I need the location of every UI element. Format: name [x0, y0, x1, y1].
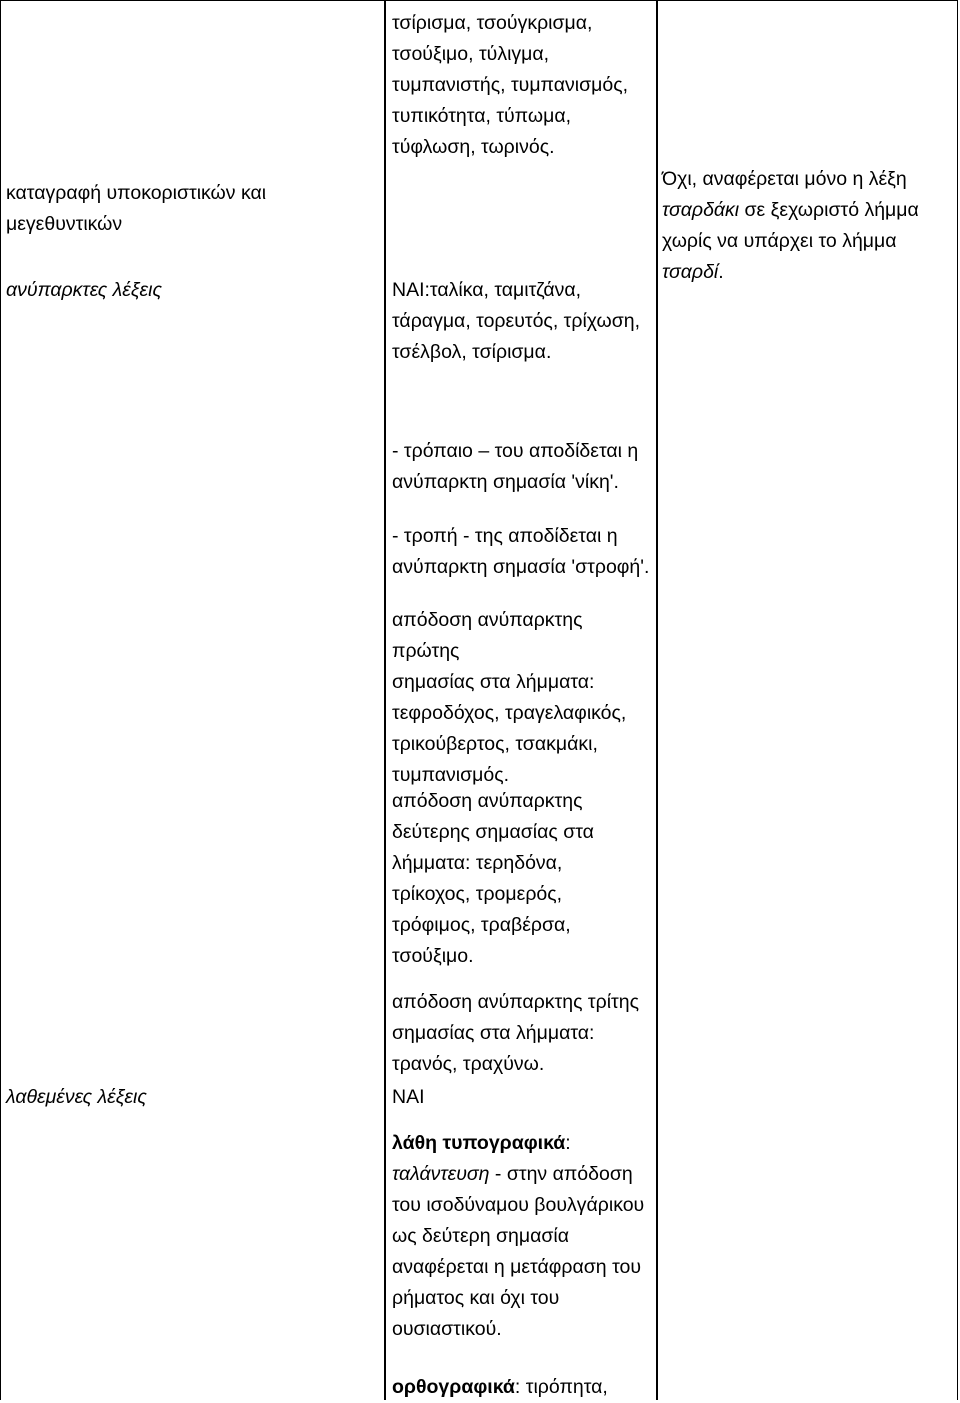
text-line: [662, 195, 954, 226]
text-line: [662, 257, 954, 288]
list-item: τσούξιμο, τύλιγμα,: [392, 43, 550, 65]
text-line: τσούξιμο.: [392, 945, 474, 967]
text-line: λήμματα: τερηδόνα,: [392, 852, 563, 874]
wrong-entry-4: [392, 786, 654, 972]
text-line: αναφέρεται η μετάφραση του: [392, 1256, 642, 1278]
text-line: - τρόπαιο – του αποδίδεται η: [392, 440, 639, 462]
text-line: σημασίας στα λήμματα:: [392, 671, 595, 693]
typo-rest-first: - στην απόδοση: [489, 1163, 633, 1185]
wrong-entry-1: [392, 436, 654, 498]
text-line: [392, 1128, 654, 1159]
text-line: δεύτερης σημασίας στα: [392, 821, 594, 843]
text-line: τάραγμα, τορευτός, τρίχωση,: [392, 310, 641, 332]
text-line: ΝΑΙ:ταλίκα, ταμιτζάνα,: [392, 279, 582, 301]
orthographic-errors: [392, 1372, 654, 1403]
text-segment: .: [718, 261, 724, 283]
text-line: τρικούβερτος, τσακμάκι,: [392, 733, 598, 755]
text-line: [392, 1159, 654, 1190]
text-line: ανύπαρκτη σημασία 'νίκη'.: [392, 471, 619, 493]
typo-label: λάθη τυπογραφικά: [392, 1132, 566, 1154]
text-line: χωρίς να υπάρχει το λήμμα: [662, 230, 897, 252]
wrong-entry-2: [392, 521, 654, 583]
list-item: τσίρισμα, τσούγκρισμα,: [392, 12, 593, 34]
text-line: τρανός, τραχύνω.: [392, 1053, 545, 1075]
top-list: [392, 8, 654, 163]
typo-colon: :: [565, 1132, 571, 1154]
tsardaki-note: [662, 164, 954, 288]
text-line: τρόφιμος, τραβέρσα,: [392, 914, 571, 936]
list-item: τυπικότητα, τύπωμα,: [392, 105, 572, 127]
text-line: ως δεύτερη σημασία: [392, 1225, 570, 1247]
wrong-entry-5: [392, 987, 654, 1113]
column-divider-1: [384, 0, 386, 1400]
ortho-label: ορθογραφικά: [392, 1376, 515, 1398]
column-divider-2: [656, 0, 658, 1400]
text-line: τσέλβολ, τσίρισμα.: [392, 341, 552, 363]
text-line: απόδοση ανύπαρκτης: [392, 790, 583, 812]
list-item: τύφλωση, τωρινός.: [392, 136, 555, 158]
yes-label: ΝΑΙ: [392, 1086, 425, 1108]
word-tsardi: τσαρδί: [662, 261, 719, 283]
text-segment: σε ξεχωριστό λήμμα: [739, 199, 919, 221]
word-tsardaki: τσαρδάκι: [662, 199, 740, 221]
list-item: τυμπανιστής, τυμπανισμός,: [392, 74, 629, 96]
row-label-diminutives-text: καταγραφή υποκοριστικών και μεγεθυντικών: [6, 182, 267, 235]
row-label-diminutives: [6, 178, 376, 240]
wrong-entry-3: [392, 605, 654, 791]
text-line: ουσιαστικού.: [392, 1318, 502, 1340]
text-line: του ισοδύναμου βουλγάρικου: [392, 1194, 645, 1216]
nonexistent-words: [392, 275, 654, 368]
text-line: απόδοση ανύπαρκτης τρίτης: [392, 991, 639, 1013]
text-line: απόδοση ανύπαρκτης πρώτης: [392, 609, 583, 662]
text-line: σημασίας στα λήμματα:: [392, 1022, 595, 1044]
row-label-wrong-words: λαθεμένες λέξεις: [6, 1086, 147, 1108]
text-line: ρήματος και όχι του: [392, 1287, 560, 1309]
text-line: ανύπαρκτη σημασία 'στροφή'.: [392, 556, 650, 578]
typo-word: ταλάντευση: [392, 1163, 490, 1185]
row-label-nonexistent: ανύπαρκτες λέξεις: [6, 279, 162, 301]
text-line: τυμπανισμός.: [392, 764, 510, 786]
typographic-errors: [392, 1128, 654, 1345]
text-line: τεφροδόχος, τραγελαφικός,: [392, 702, 627, 724]
text-line: Όχι, αναφέρεται μόνο η λέξη: [662, 168, 907, 190]
ortho-rest: : τιρόπητα,: [514, 1376, 608, 1398]
text-line: - τροπή - της αποδίδεται η: [392, 525, 618, 547]
text-line: τρίκοχος, τρομερός,: [392, 883, 563, 905]
